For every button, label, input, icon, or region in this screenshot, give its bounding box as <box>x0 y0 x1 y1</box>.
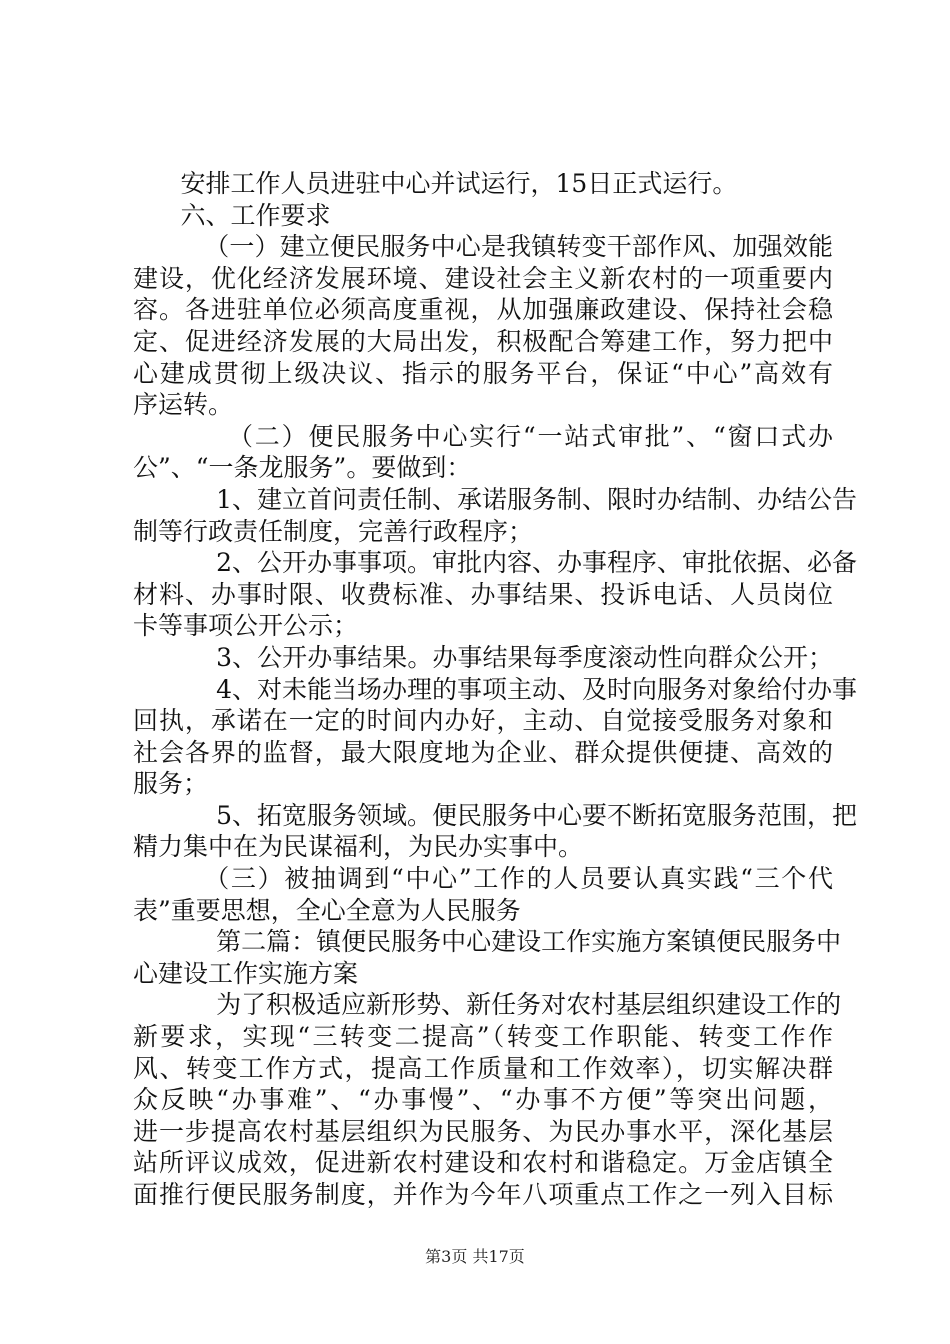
text-line: 2、公开办事事项。审批内容、办事程序、审批依据、必备 <box>216 548 858 578</box>
text-line: 进一步提高农村基层组织为民服务、为民办事水平，深化基层 <box>133 1116 833 1146</box>
text-line: 六、工作要求 <box>180 200 331 230</box>
text-line: 4、对未能当场办理的事项主动、及时向服务对象给付办事 <box>216 674 858 704</box>
text-line: 众反映“办事难”、“办事慢”、“办事不方便”等突出问题， <box>133 1085 833 1115</box>
text-line: （三）被抽调到“中心”工作的人员要认真实践“三个代 <box>204 864 833 894</box>
text-line: 心建设工作实施方案 <box>133 958 359 988</box>
text-line: 容。各进驻单位必须高度重视，从加强廉政建设、保持社会稳 <box>133 295 833 325</box>
text-line: 风、转变工作方式，提高工作质量和工作效率），切实解决群 <box>133 1053 833 1083</box>
text-line: 定、促进经济发展的大局出发，积极配合筹建工作，努力把中 <box>133 326 833 356</box>
text-line: 序运转。 <box>133 390 234 420</box>
text-line: 公”、“一条龙服务”。要做到： <box>133 453 472 483</box>
page-footer: 第3页 共17页 <box>425 1247 525 1266</box>
text-line: 卡等事项公开公示； <box>133 611 359 641</box>
text-line: 制等行政责任制度，完善行政程序； <box>133 516 534 546</box>
document-body <box>133 168 858 1211</box>
text-line: （一）建立便民服务中心是我镇转变干部作风、加强效能 <box>204 232 833 262</box>
text-line: 5、拓宽服务领域。便民服务中心要不断拓宽服务范围，把 <box>216 800 858 830</box>
text-line: 安排工作人员进驻中心并试运行，15日正式运行。 <box>180 169 738 198</box>
text-line: 表”重要思想，全心全意为人民服务 <box>133 895 521 925</box>
text-line: 心建成贯彻上级决议、指示的服务平台，保证“中心”高效有 <box>133 358 833 388</box>
text-line: （二）便民服务中心实行“一站式审批”、“窗口式办 <box>228 421 833 451</box>
text-line: 精力集中在为民谋福利，为民办实事中。 <box>133 832 584 862</box>
text-line: 材料、办事时限、收费标准、办事结果、投诉电话、人员岗位 <box>133 579 833 609</box>
text-line: 回执，承诺在一定的时间内办好，主动、自觉接受服务对象和 <box>133 706 833 736</box>
text-line: 站所评议成效，促进新农村建设和农村和谐稳定。万金店镇全 <box>133 1148 833 1178</box>
text-line: 建设，优化经济发展环境、建设社会主义新农村的一项重要内 <box>133 263 833 293</box>
text-line: 为了积极适应新形势、新任务对农村基层组织建设工作的 <box>216 990 842 1020</box>
text-line: 服务； <box>133 769 209 799</box>
text-line: 1、建立首问责任制、承诺服务制、限时办结制、办结公告 <box>216 484 858 514</box>
text-line: 面推行便民服务制度，并作为今年八项重点工作之一列入目标 <box>133 1180 833 1209</box>
text-line: 社会各界的监督，最大限度地为企业、群众提供便捷、高效的 <box>133 737 833 767</box>
text-line: 新要求，实现“三转变二提高”（转变工作职能、转变工作作 <box>133 1022 833 1052</box>
text-line: 第二篇：镇便民服务中心建设工作实施方案镇便民服务中 <box>216 927 842 957</box>
text-line: 3、公开办事结果。办事结果每季度滚动性向群众公开； <box>216 642 833 672</box>
